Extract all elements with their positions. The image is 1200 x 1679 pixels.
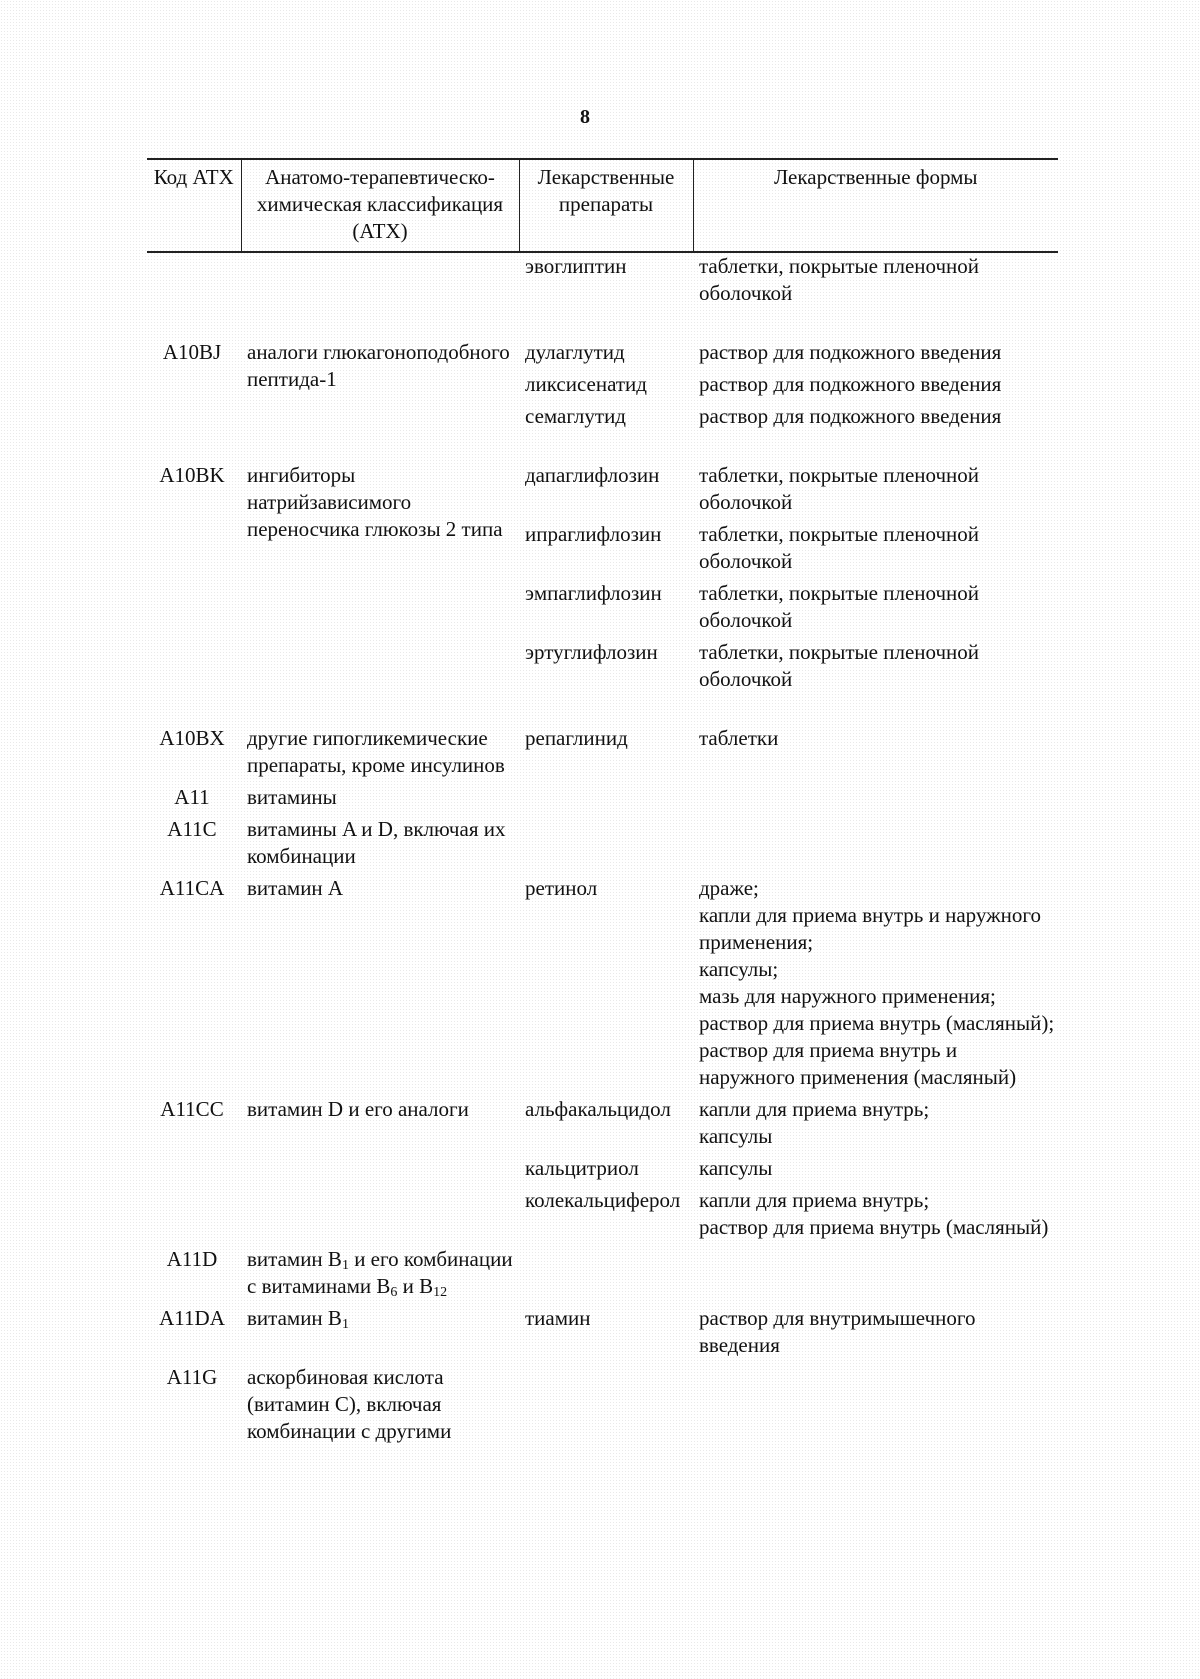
atx-table — [147, 158, 1058, 1450]
atx-code: A11G — [166, 1365, 218, 1389]
dosage-forms — [693, 1187, 1058, 1246]
subscript: 1 — [341, 1258, 349, 1273]
drug-name: альфакальцидол — [525, 1097, 671, 1121]
atx-code: A10BX — [159, 726, 225, 750]
atx-name-part: и B — [397, 1274, 434, 1298]
dosage-forms — [693, 816, 1058, 875]
table-row — [147, 784, 1058, 816]
dosage-form: раствор для приема внутрь и наружного применения (масляный) — [699, 1038, 1017, 1089]
atx-code: A11CA — [159, 876, 225, 900]
dosage-forms — [693, 1096, 1058, 1155]
dosage-form: раствор для подкожного введения — [699, 404, 1002, 428]
dosage-form: капсулы — [699, 1156, 773, 1180]
atx-name: аналоги глюкагоноподобного пептида-1 — [247, 340, 510, 391]
atx-name-part: и его комбинации с витаминами B — [247, 1247, 513, 1298]
dosage-forms — [693, 875, 1058, 1096]
atx-name: аскорбиновая кислота (витамин C), включая комбинации с другими — [247, 1365, 452, 1443]
atx-code: A11D — [166, 1247, 218, 1271]
dosage-form: капсулы; — [699, 957, 779, 981]
dosage-form: капли для приема внутрь; — [699, 1188, 930, 1212]
atx-code — [147, 252, 241, 339]
atx-code: A10BK — [159, 463, 225, 487]
dosage-forms — [693, 1155, 1058, 1187]
dosage-form: раствор для приема внутрь (масляный); — [699, 1011, 1055, 1035]
dosage-forms — [693, 521, 1058, 580]
atx-code: A11 — [174, 785, 210, 809]
page-number: 8 — [580, 106, 590, 128]
drug-name: эмпаглифлозин — [525, 581, 662, 605]
dosage-form: драже; — [699, 876, 759, 900]
dosage-forms — [693, 252, 1058, 339]
atx-code: A11DA — [159, 1306, 225, 1330]
dosage-form: раствор для подкожного введения — [699, 340, 1002, 364]
drug-name: эртуглифлозин — [525, 640, 658, 664]
dosage-form: капсулы — [699, 1124, 773, 1148]
dosage-forms — [693, 403, 1058, 462]
dosage-form: таблетки — [699, 726, 779, 750]
atx-name: витамины A и D, включая их комбинации — [247, 817, 506, 868]
atx-name — [241, 1246, 519, 1305]
drug-name: колекальциферол — [525, 1188, 681, 1212]
table-row — [147, 875, 1058, 1096]
table-row — [147, 1246, 1058, 1305]
drug-name — [519, 1246, 693, 1305]
dosage-forms — [693, 784, 1058, 816]
dosage-form: капли для приема внутрь; — [699, 1097, 930, 1121]
atx-name: витамины — [247, 785, 337, 809]
table-header-row — [147, 159, 1058, 252]
atx-name — [241, 1305, 519, 1364]
dosage-form: раствор для приема внутрь (масляный) — [699, 1215, 1049, 1239]
header-classification: Анатомо-терапевтическо-химическая классификация (АТХ) — [241, 159, 519, 252]
table-row — [147, 1096, 1058, 1155]
subscript: 1 — [341, 1317, 349, 1332]
dosage-form: мазь для наружного применения; — [699, 984, 996, 1008]
atx-code: A11C — [167, 817, 217, 841]
dosage-form: таблетки, покрытые пленочной оболочкой — [699, 522, 980, 573]
dosage-forms — [693, 639, 1058, 725]
drug-name — [519, 816, 693, 875]
dosage-form: раствор для подкожного введения — [699, 372, 1002, 396]
atx-code: A11CC — [160, 1097, 224, 1121]
subscript: 6 — [390, 1285, 398, 1300]
atx-name: витамин D и его аналоги — [247, 1097, 469, 1121]
drug-name — [519, 1364, 693, 1450]
header-code: Код АТХ — [147, 159, 241, 252]
header-drugs: Лекарственные препараты — [519, 159, 693, 252]
table-row — [147, 252, 1058, 339]
table-row — [147, 725, 1058, 784]
atx-name-part: витамин B — [247, 1306, 342, 1330]
atx-code: A10BJ — [162, 340, 222, 364]
drug-name: эвоглиптин — [525, 254, 627, 278]
drug-name — [519, 784, 693, 816]
dosage-form: капли для приема внутрь и наружного применения; — [699, 903, 1041, 954]
drug-name: репаглинид — [525, 726, 628, 750]
atx-name-part: витамин B — [247, 1247, 342, 1271]
subscript: 12 — [433, 1285, 448, 1300]
dosage-forms — [693, 725, 1058, 784]
table-row — [147, 1364, 1058, 1450]
drug-name: ипраглифлозин — [525, 522, 662, 546]
atx-name: ингибиторы натрийзависимого переносчика глюкозы 2 типа — [247, 463, 503, 541]
table-row — [147, 462, 1058, 521]
dosage-forms — [693, 462, 1058, 521]
drug-name: ретинол — [525, 876, 598, 900]
dosage-forms — [693, 371, 1058, 403]
dosage-form: таблетки, покрытые пленочной оболочкой — [699, 254, 980, 305]
atx-name: другие гипогликемические препараты, кроме инсулинов — [247, 726, 505, 777]
dosage-forms — [693, 1305, 1058, 1364]
dosage-forms — [693, 339, 1058, 371]
table-row — [147, 1305, 1058, 1364]
dosage-forms — [693, 1246, 1058, 1305]
dosage-form: таблетки, покрытые пленочной оболочкой — [699, 581, 980, 632]
dosage-form: таблетки, покрытые пленочной оболочкой — [699, 640, 980, 691]
table-row — [147, 339, 1058, 371]
table-row — [147, 816, 1058, 875]
dosage-form: таблетки, покрытые пленочной оболочкой — [699, 463, 980, 514]
drug-name: семаглутид — [525, 404, 626, 428]
drug-name: дулаглутид — [525, 340, 625, 364]
atx-name: витамин A — [247, 876, 344, 900]
dosage-forms — [693, 580, 1058, 639]
drug-name: кальцитриол — [525, 1156, 639, 1180]
atx-name — [241, 252, 519, 339]
header-forms: Лекарственные формы — [693, 159, 1058, 252]
drug-name: тиамин — [525, 1306, 591, 1330]
drug-name: ликсисенатид — [525, 372, 647, 396]
dosage-forms — [693, 1364, 1058, 1450]
dosage-form: раствор для внутримышечного введения — [699, 1306, 976, 1357]
drug-name: дапаглифлозин — [525, 463, 660, 487]
